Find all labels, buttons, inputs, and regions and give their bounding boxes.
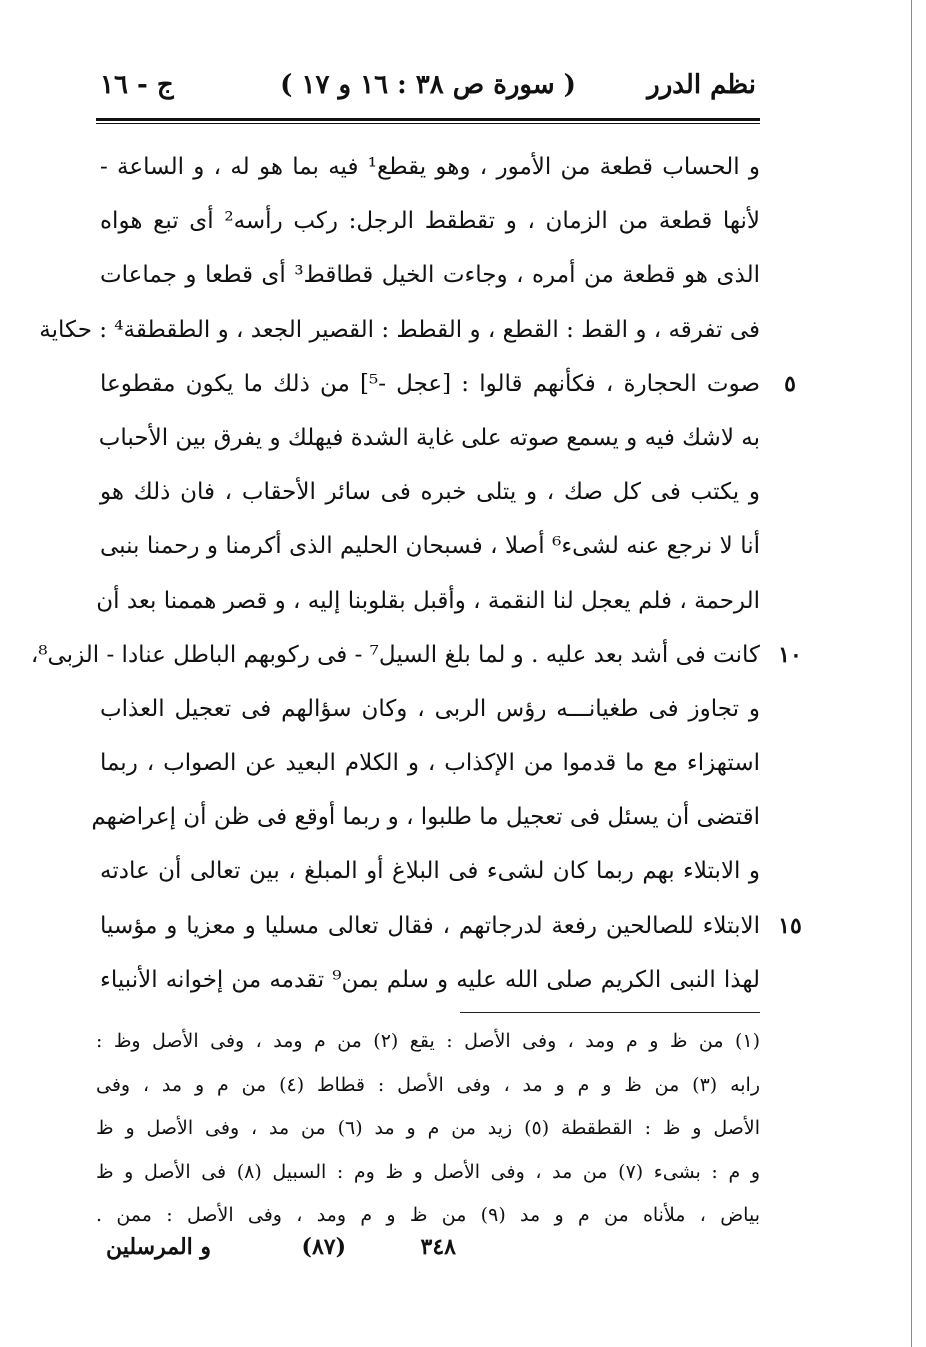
line-text: و يكتب فى كل صك ، و يتلى خبره فى سائر الأحقاب ، فان ذلك هو <box>100 479 760 506</box>
page-edge-line <box>911 0 912 1347</box>
text-line <box>100 953 760 1007</box>
line-number: ١٠ <box>778 641 802 668</box>
text-line <box>91 790 760 844</box>
text-line <box>100 465 760 519</box>
footnote-line: رابه (٣) من ظ و م و مد ، وفى الأصل : قطاط (٤) من م و مد ، وفى <box>96 1073 760 1096</box>
sura-reference: ( سورة ص ٣٨ : ١٦ و ١٧ ) <box>280 70 576 100</box>
line-text: فى تفرقه ، و القط : القطع ، و القطط : القصير الجعد ، و الطقطقة⁴ : حكاية <box>39 316 760 343</box>
text-line <box>30 628 802 682</box>
line-text: كانت فى أشد بعد عليه . و لما بلغ السيل⁷ - فى ركوبهم الباطل عنادا - الزبى⁸، <box>30 641 760 668</box>
text-line <box>100 844 760 898</box>
line-text: لهذا النبى الكريم صلى الله عليه و سلم بمن⁹ تقدمه من إخوانه الأنبياء <box>100 966 760 993</box>
book-title: نظم الدرر <box>647 70 756 100</box>
line-text: به لاشك فيه و يسمع صوته على غاية الشدة فيهلك و يفرق بين الأحباب <box>98 424 760 451</box>
catchword: و المرسلين <box>106 1234 212 1260</box>
line-text: و تجاوز فى طغيانـــه رؤس الربى ، وكان سؤالهم فى تعجيل العذاب <box>100 695 760 722</box>
text-line <box>39 303 760 357</box>
header-rule-thin <box>96 123 760 124</box>
text-line <box>96 574 760 628</box>
header-rule <box>96 118 760 121</box>
line-text: الذى هو قطعة من أمره ، وجاءت الخيل قطاقط³ أى قطعا و جماعات <box>100 262 760 289</box>
footnote-separator <box>460 1012 760 1013</box>
text-line <box>100 519 760 573</box>
text-line <box>100 899 802 953</box>
text-line <box>100 736 760 790</box>
footnote-line: بياض ، ملأناه من م و مد (٩) من ظ و م ومد ، وفى الأصل : ممن . <box>96 1204 760 1227</box>
text-line <box>100 140 760 194</box>
running-header <box>100 70 756 110</box>
text-line <box>100 248 760 302</box>
part-number: ج - ١٦ <box>100 70 174 100</box>
line-text: و الحساب قطعة من الأمور ، وهو يقطع¹ فيه بما هو له ، و الساعة - <box>100 154 761 180</box>
line-number: ٥ <box>784 370 796 397</box>
footnote-line: و م : بشىء (٧) من مد ، وفى الأصل و ظ وم : السبيل (٨) فى الأصل و ظ <box>96 1160 760 1183</box>
line-text: لأنها قطعة من الزمان ، و تقطقط الرجل: ركب رأسه² أى تبع هواه <box>100 208 760 235</box>
line-text: استهزاء مع ما قدموا من الإكذاب ، و الكلام البعيد عن الصواب ، ربما <box>100 750 760 777</box>
line-text: الرحمة ، فلم يعجل لنا النقمة ، وأقبل بقلوبنا إليه ، و قصر هممنا بعد أن <box>96 587 760 614</box>
text-line <box>100 682 760 736</box>
line-text: أنا لا نرجع عنه لشىء⁶ أصلا ، فسبحان الحليم الذى أكرمنا و رحمنا بنبى <box>100 533 760 560</box>
line-text: و الابتلاء بهم ربما كان لشىء فى البلاغ أو المبلغ ، بين تعالى أن عادته <box>100 858 760 885</box>
sheet-number: (٨٧) <box>301 1234 346 1260</box>
line-number: ١٥ <box>778 912 802 939</box>
line-text: اقتضى أن يسئل فى تعجيل ما طلبوا ، و ربما أوقع فى ظن أن إعراضهم <box>91 804 760 831</box>
footnote-line: الأصل و ظ : القطقطة (٥) زيد من م و مد (٦) من مد ، وفى الأصل و ظ <box>96 1117 760 1140</box>
page-footer <box>106 1234 456 1274</box>
page-number: ٣٤٨ <box>420 1234 456 1260</box>
footnotes <box>96 1020 760 1238</box>
main-text <box>30 140 802 1007</box>
line-text: الابتلاء للصالحين رفعة لدرجاتهم ، فقال تعالى مسليا و معزيا و مؤسيا <box>100 912 760 939</box>
line-text: صوت الحجارة ، فكأنهم قالوا : [عجل -⁵] من ذلك ما يكون مقطوعا <box>100 370 760 397</box>
text-line <box>100 411 760 465</box>
text-line <box>100 194 760 248</box>
footnote-line: (١) من ظ و م ومد ، وفى الأصل : يقع (٢) من م ومد ، وفى الأصل وظ : <box>96 1030 760 1052</box>
text-line <box>100 357 796 411</box>
